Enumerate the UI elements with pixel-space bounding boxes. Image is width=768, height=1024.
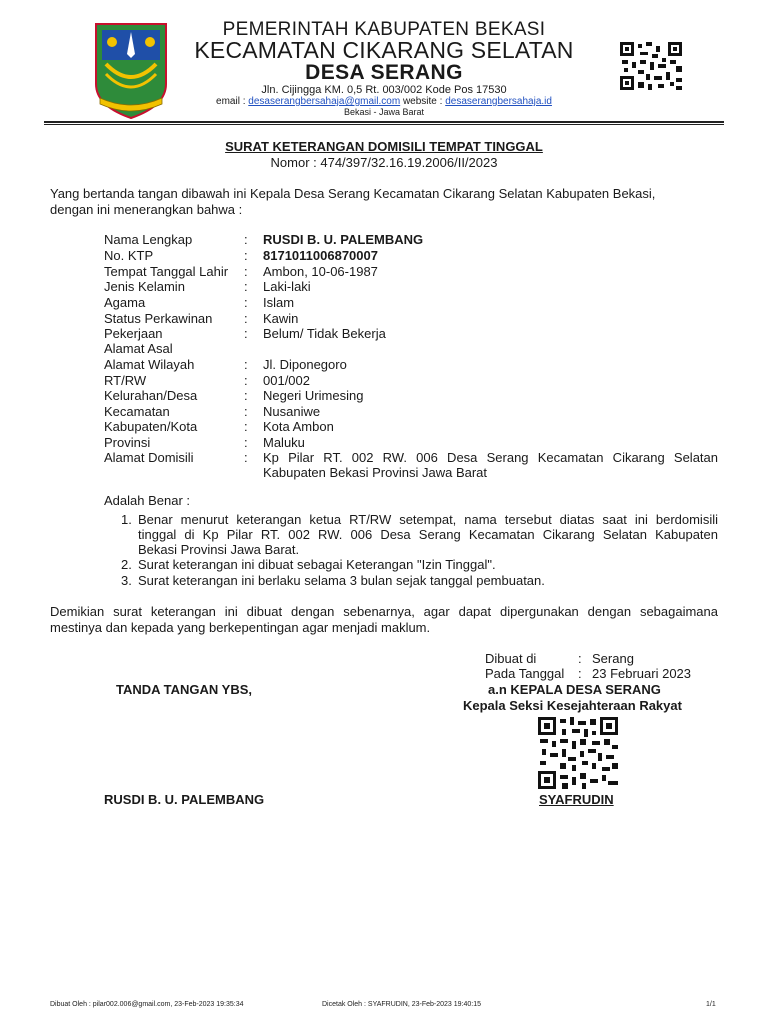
field-label: Alamat Wilayah xyxy=(104,357,195,372)
date-label: Pada Tanggal xyxy=(485,666,565,681)
field-colon: : xyxy=(244,264,248,279)
header-address: Jln. Cijingga KM. 0,5 Rt. 003/002 Kode Pos 17530 xyxy=(261,84,507,96)
applicant-signature-title: TANDA TANGAN YBS, xyxy=(116,682,253,697)
field-label: RT/RW xyxy=(104,373,147,388)
official-title: a.n KEPALA DESA SERANG xyxy=(488,682,661,697)
field-value-marital: Kawin xyxy=(263,311,299,326)
made-at-value: Serang xyxy=(592,651,634,666)
field-colon: : xyxy=(244,373,248,388)
field-label: Nama Lengkap xyxy=(104,232,193,247)
field-colon: : xyxy=(244,404,248,419)
header-district: KECAMATAN CIKARANG SELATAN xyxy=(194,37,574,63)
field-value-subdistrict: Nusaniwe xyxy=(263,404,321,419)
field-label: Jenis Kelamin xyxy=(104,279,185,294)
qr-code-header xyxy=(620,42,682,90)
field-value-ktp: 8171011006870007 xyxy=(263,248,378,263)
website-label: website : xyxy=(400,96,446,107)
header-village: DESA SERANG xyxy=(305,61,463,84)
field-value-domicile-2: Kabupaten Bekasi Provinsi Jawa Barat xyxy=(263,465,488,480)
field-value-province: Maluku xyxy=(263,435,305,450)
field-value-birth: Ambon, 10-06-1987 xyxy=(263,264,378,279)
field-value-city: Kota Ambon xyxy=(263,419,334,434)
statement-heading: Adalah Benar : xyxy=(104,493,191,508)
email-label: email : xyxy=(216,96,249,107)
field-label: Kelurahan/Desa xyxy=(104,388,198,403)
made-at-colon: : xyxy=(578,651,582,666)
letter-title: SURAT KETERANGAN DOMISILI TEMPAT TINGGAL xyxy=(225,139,543,154)
field-label: Agama xyxy=(104,295,146,310)
field-value-domicile: Kp Pilar RT. 002 RW. 006 Desa Serang Kecamatan Cikarang Selatan xyxy=(263,450,718,465)
list-number: 1. xyxy=(121,512,132,527)
field-value-street: Jl. Diponegoro xyxy=(263,357,347,372)
header-region: Bekasi - Jawa Barat xyxy=(343,107,425,117)
official-subtitle: Kepala Seksi Kesejahteraan Rakyat xyxy=(463,698,682,713)
qr-code-signature xyxy=(538,717,618,789)
date-colon: : xyxy=(578,666,582,681)
field-label: Kabupaten/Kota xyxy=(104,419,198,434)
closing-line-2: mestinya dan kepada yang berkepentingan agar menjadi maklum. xyxy=(50,620,431,635)
field-label: Kecamatan xyxy=(104,404,170,419)
intro-line-1: Yang bertanda tangan dibawah ini Kepala Desa Serang Kecamatan Cikarang Selatan Kabupaten Bekasi, xyxy=(50,186,656,201)
header-divider-thick xyxy=(44,121,724,123)
field-colon: : xyxy=(244,248,248,263)
list-item-3: Surat keterangan ini berlaku selama 3 bulan sejak tanggal pembuatan. xyxy=(138,573,545,588)
date-value: 23 Februari 2023 xyxy=(592,666,692,681)
field-colon: : xyxy=(244,232,248,247)
header-government: PEMERINTAH KABUPATEN BEKASI xyxy=(222,19,546,40)
field-label: Status Perkawinan xyxy=(104,311,213,326)
field-colon: : xyxy=(244,357,248,372)
field-colon: : xyxy=(244,311,248,326)
header-divider-thin xyxy=(44,124,724,125)
footer-created-by: Dibuat Oleh : pilar002.006@gmail.com, 23-Feb-2023 19:35:34 xyxy=(50,1001,244,1008)
list-number: 2. xyxy=(121,557,132,572)
field-colon: : xyxy=(244,450,248,465)
list-item-1-line-3: Bekasi Provinsi Jawa Barat. xyxy=(138,542,300,557)
intro-line-2: dengan ini menerangkan bahwa : xyxy=(50,202,243,217)
footer-printed-by: Dicetak Oleh : SYAFRUDIN, 23-Feb-2023 19:40:15 xyxy=(322,1001,482,1008)
official-name: SYAFRUDIN xyxy=(539,792,614,807)
website-link[interactable]: desaserangbersahaja.id xyxy=(445,96,552,107)
field-colon: : xyxy=(244,295,248,310)
field-value-religion: Islam xyxy=(263,295,295,310)
field-colon: : xyxy=(244,326,248,341)
list-item-2: Surat keterangan ini dibuat sebagai Keterangan "Izin Tinggal". xyxy=(138,557,496,572)
list-item-1-line-2: tinggal di Kp Pilar RT. 002 RW. 006 Desa Serang Kecamatan Cikarang Selatan Kabupaten xyxy=(138,527,718,542)
field-value-name: RUSDI B. U. PALEMBANG xyxy=(263,232,424,247)
field-label: No. KTP xyxy=(104,248,154,263)
field-value-village: Negeri Urimesing xyxy=(263,388,364,403)
field-label: Alamat Domisili xyxy=(104,450,194,465)
field-value-gender: Laki-laki xyxy=(263,279,311,294)
field-label: Pekerjaan xyxy=(104,326,163,341)
email-link[interactable]: desaserangbersahaja@gmail.com xyxy=(248,96,401,107)
list-number: 3. xyxy=(121,573,132,588)
field-colon: : xyxy=(244,435,248,450)
field-value-occupation: Belum/ Tidak Bekerja xyxy=(263,326,386,341)
field-colon: : xyxy=(244,419,248,434)
field-value-rtrw: 001/002 xyxy=(263,373,310,388)
letter-number: Nomor : 474/397/32.16.19.2006/II/2023 xyxy=(270,155,498,170)
closing-line-1: Demikian surat keterangan ini dibuat dengan sebenarnya, agar dapat dipergunakan dengan sebagaimana xyxy=(50,604,718,619)
footer-page-number: 1/1 xyxy=(706,1001,716,1008)
field-colon: : xyxy=(244,388,248,403)
field-label: Alamat Asal xyxy=(104,341,173,356)
list-item-1-line-1: Benar menurut keterangan ketua RT/RW setempat, nama tersebut diatas saat ini berdomisili xyxy=(138,512,718,527)
header-contact xyxy=(0,96,768,107)
field-colon: : xyxy=(244,279,248,294)
field-label: Provinsi xyxy=(104,435,151,450)
applicant-name: RUSDI B. U. PALEMBANG xyxy=(104,792,265,807)
field-label: Tempat Tanggal Lahir xyxy=(104,264,229,279)
made-at-label: Dibuat di xyxy=(485,651,537,666)
